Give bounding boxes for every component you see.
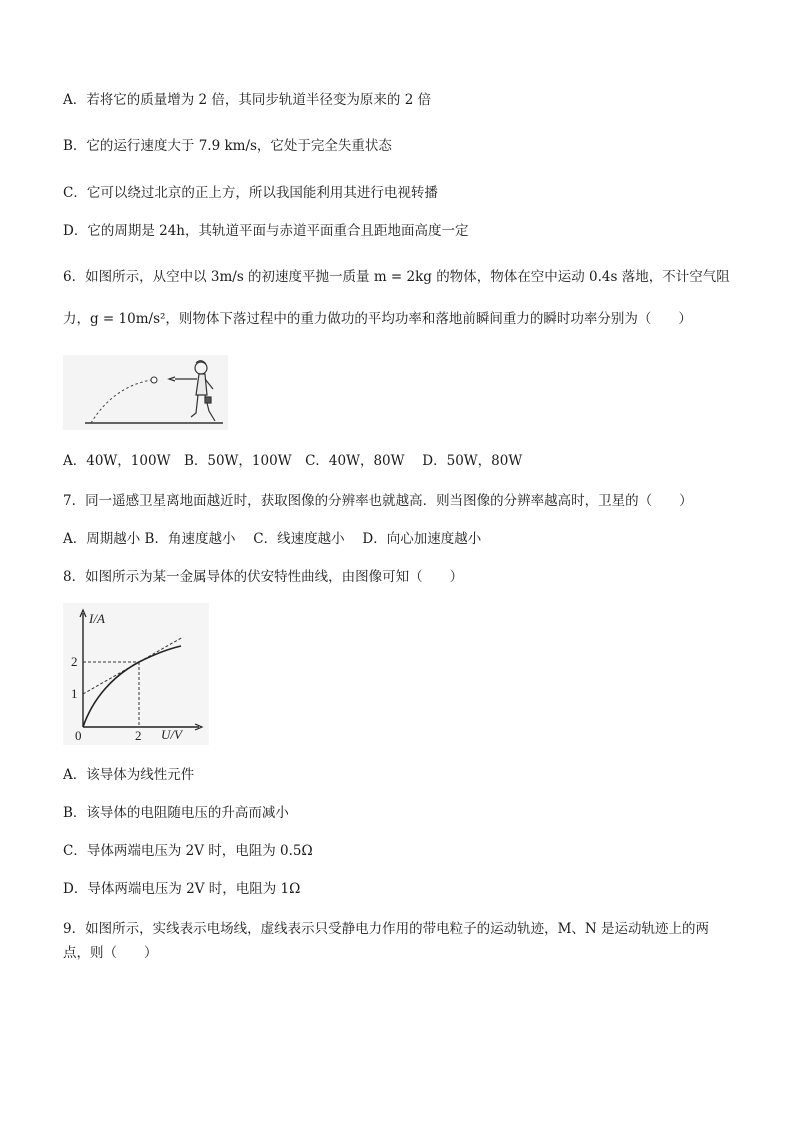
y-tick-1: 1 (71, 686, 78, 701)
q8-option-b: B．该导体的电阻随电压的升高而减小 (63, 805, 289, 821)
q7-options: A．周期越小 B．角速度越小 C．线速度越小 D．向心加速度越小 (63, 531, 482, 547)
q7-stem: 7．同一遥感卫星离地面越近时，获取图像的分辨率也就越高．则当图像的分辨率越高时，卫星的（ ） (63, 493, 693, 509)
y-tick-2: 2 (71, 654, 78, 669)
q5-option-b: B．它的运行速度大于 7.9 km/s，它处于完全失重状态 (63, 138, 392, 154)
origin-label: 0 (75, 728, 82, 743)
q8-stem: 8．如图所示为某一金属导体的伏安特性曲线，由图像可知（ ） (63, 569, 464, 585)
q6-stem-line-2: 力，g = 10m/s²，则物体下落过程中的重力做功的平均功率和落地前瞬间重力的瞬时功率分别为（ ） (63, 311, 692, 327)
q6-projectile-figure (63, 355, 228, 430)
ball (151, 377, 157, 383)
x-tick-2: 2 (135, 728, 142, 743)
y-axis-label: I/A (89, 611, 105, 626)
q5-option-d: D．它的周期是 24h，其轨道平面与赤道平面重合且距地面高度一定 (63, 223, 469, 239)
q8-option-c: C．导体两端电压为 2V 时，电阻为 0.5Ω (63, 843, 313, 859)
q8-iv-graph (63, 603, 209, 745)
q9-stem-line-2: 点，则（ ） (63, 945, 158, 961)
q5-option-a: A．若将它的质量增为 2 倍，其同步轨道半径变为原来的 2 倍 (63, 92, 432, 108)
q6-stem-line-1: 6．如图所示，从空中以 3m/s 的初速度平抛一质量 m = 2kg 的物体，物体在空中运动 0.4s 落地，不计空气阻 (63, 269, 730, 285)
q9-stem-line-1: 9．如图所示，实线表示电场线，虚线表示只受静电力作用的带电粒子的运动轨迹，M、N 是运动轨迹上的两 (63, 921, 710, 937)
x-axis-label: U/V (161, 727, 182, 742)
q8-option-d: D．导体两端电压为 2V 时，电阻为 1Ω (63, 881, 301, 897)
q5-option-c: C．它可以绕过北京的正上方，所以我国能利用其进行电视转播 (63, 185, 438, 201)
q6-options: A．40W，100W B．50W，100W C．40W，80W D．50W，80W (63, 453, 523, 469)
q8-option-a: A．该导体为线性元件 (63, 767, 195, 783)
